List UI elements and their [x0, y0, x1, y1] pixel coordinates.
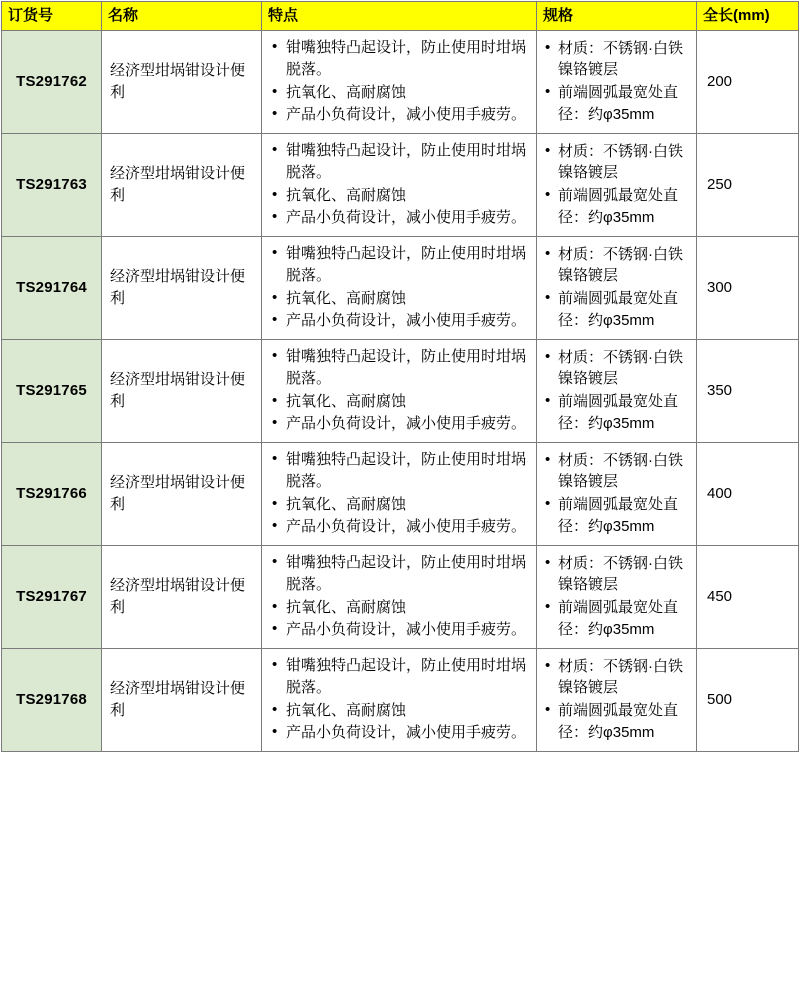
feature-item: • 抗氧化、高耐腐蚀	[272, 700, 528, 722]
feature-item: • 产品小负荷设计，减小使用手疲劳。	[272, 722, 528, 744]
feature-item: • 钳嘴独特凸起设计，防止使用时坩埚脱落。	[272, 449, 528, 493]
table-row	[2, 237, 799, 340]
feature-item: • 产品小负荷设计，减小使用手疲劳。	[272, 413, 528, 435]
feature-item: • 产品小负荷设计，减小使用手疲劳。	[272, 516, 528, 538]
spec-item: • 材质：不锈钢·白铁镍铬镀层	[545, 244, 690, 288]
column-header-spec: 规格	[537, 2, 697, 31]
cell-specification	[537, 31, 697, 134]
feature-item: • 抗氧化、高耐腐蚀	[272, 391, 528, 413]
feature-item: • 抗氧化、高耐腐蚀	[272, 82, 528, 104]
cell-product-name: 经济型坩埚钳设计便利	[102, 237, 262, 340]
spec-item: • 材质：不锈钢·白铁镍铬镀层	[545, 347, 690, 391]
cell-features	[262, 237, 537, 340]
cell-specification	[537, 340, 697, 443]
spec-item: • 前端圆弧最宽处直径：约φ35mm	[545, 82, 690, 126]
spec-item: • 材质：不锈钢·白铁镍铬镀层	[545, 553, 690, 597]
cell-total-length: 350	[697, 340, 799, 443]
spec-item: • 材质：不锈钢·白铁镍铬镀层	[545, 450, 690, 494]
column-header-length: 全长(mm)	[697, 2, 799, 31]
cell-total-length: 400	[697, 443, 799, 546]
cell-features	[262, 134, 537, 237]
cell-specification	[537, 443, 697, 546]
cell-order-code: TS291762	[2, 31, 102, 134]
feature-item: • 产品小负荷设计，减小使用手疲劳。	[272, 310, 528, 332]
feature-item: • 钳嘴独特凸起设计，防止使用时坩埚脱落。	[272, 346, 528, 390]
column-header-code: 订货号	[2, 2, 102, 31]
spec-item: • 前端圆弧最宽处直径：约φ35mm	[545, 391, 690, 435]
feature-item: • 抗氧化、高耐腐蚀	[272, 288, 528, 310]
cell-features	[262, 546, 537, 649]
spec-item: • 材质：不锈钢·白铁镍铬镀层	[545, 656, 690, 700]
spec-item: • 前端圆弧最宽处直径：约φ35mm	[545, 288, 690, 332]
spec-item: • 材质：不锈钢·白铁镍铬镀层	[545, 141, 690, 185]
cell-specification	[537, 237, 697, 340]
column-header-name: 名称	[102, 2, 262, 31]
feature-item: • 抗氧化、高耐腐蚀	[272, 597, 528, 619]
cell-specification	[537, 649, 697, 752]
cell-product-name: 经济型坩埚钳设计便利	[102, 134, 262, 237]
feature-item: • 产品小负荷设计，减小使用手疲劳。	[272, 619, 528, 641]
table-row	[2, 546, 799, 649]
cell-order-code: TS291763	[2, 134, 102, 237]
feature-item: • 产品小负荷设计，减小使用手疲劳。	[272, 104, 528, 126]
product-spec-table	[1, 1, 799, 752]
feature-item: • 抗氧化、高耐腐蚀	[272, 494, 528, 516]
cell-total-length: 200	[697, 31, 799, 134]
spec-item: • 前端圆弧最宽处直径：约φ35mm	[545, 494, 690, 538]
cell-features	[262, 31, 537, 134]
feature-item: • 钳嘴独特凸起设计，防止使用时坩埚脱落。	[272, 140, 528, 184]
cell-total-length: 250	[697, 134, 799, 237]
cell-order-code: TS291767	[2, 546, 102, 649]
spec-item: • 材质：不锈钢·白铁镍铬镀层	[545, 38, 690, 82]
cell-product-name: 经济型坩埚钳设计便利	[102, 31, 262, 134]
feature-item: • 钳嘴独特凸起设计，防止使用时坩埚脱落。	[272, 552, 528, 596]
cell-total-length: 450	[697, 546, 799, 649]
cell-order-code: TS291766	[2, 443, 102, 546]
table-row	[2, 31, 799, 134]
feature-item: • 抗氧化、高耐腐蚀	[272, 185, 528, 207]
feature-item: • 钳嘴独特凸起设计，防止使用时坩埚脱落。	[272, 37, 528, 81]
cell-specification	[537, 546, 697, 649]
cell-total-length: 500	[697, 649, 799, 752]
spec-item: • 前端圆弧最宽处直径：约φ35mm	[545, 597, 690, 641]
spec-item: • 前端圆弧最宽处直径：约φ35mm	[545, 185, 690, 229]
cell-features	[262, 649, 537, 752]
table-row	[2, 649, 799, 752]
table-row	[2, 443, 799, 546]
feature-item: • 产品小负荷设计，减小使用手疲劳。	[272, 207, 528, 229]
cell-order-code: TS291768	[2, 649, 102, 752]
cell-product-name: 经济型坩埚钳设计便利	[102, 546, 262, 649]
feature-item: • 钳嘴独特凸起设计，防止使用时坩埚脱落。	[272, 655, 528, 699]
cell-total-length: 300	[697, 237, 799, 340]
column-header-features: 特点	[262, 2, 537, 31]
spec-item: • 前端圆弧最宽处直径：约φ35mm	[545, 700, 690, 744]
table-row	[2, 134, 799, 237]
feature-item: • 钳嘴独特凸起设计，防止使用时坩埚脱落。	[272, 243, 528, 287]
table-row	[2, 340, 799, 443]
cell-specification	[537, 134, 697, 237]
cell-features	[262, 340, 537, 443]
cell-product-name: 经济型坩埚钳设计便利	[102, 340, 262, 443]
cell-features	[262, 443, 537, 546]
table-header-row	[2, 2, 799, 31]
cell-order-code: TS291764	[2, 237, 102, 340]
cell-product-name: 经济型坩埚钳设计便利	[102, 443, 262, 546]
cell-product-name: 经济型坩埚钳设计便利	[102, 649, 262, 752]
table-body	[2, 31, 799, 752]
cell-order-code: TS291765	[2, 340, 102, 443]
